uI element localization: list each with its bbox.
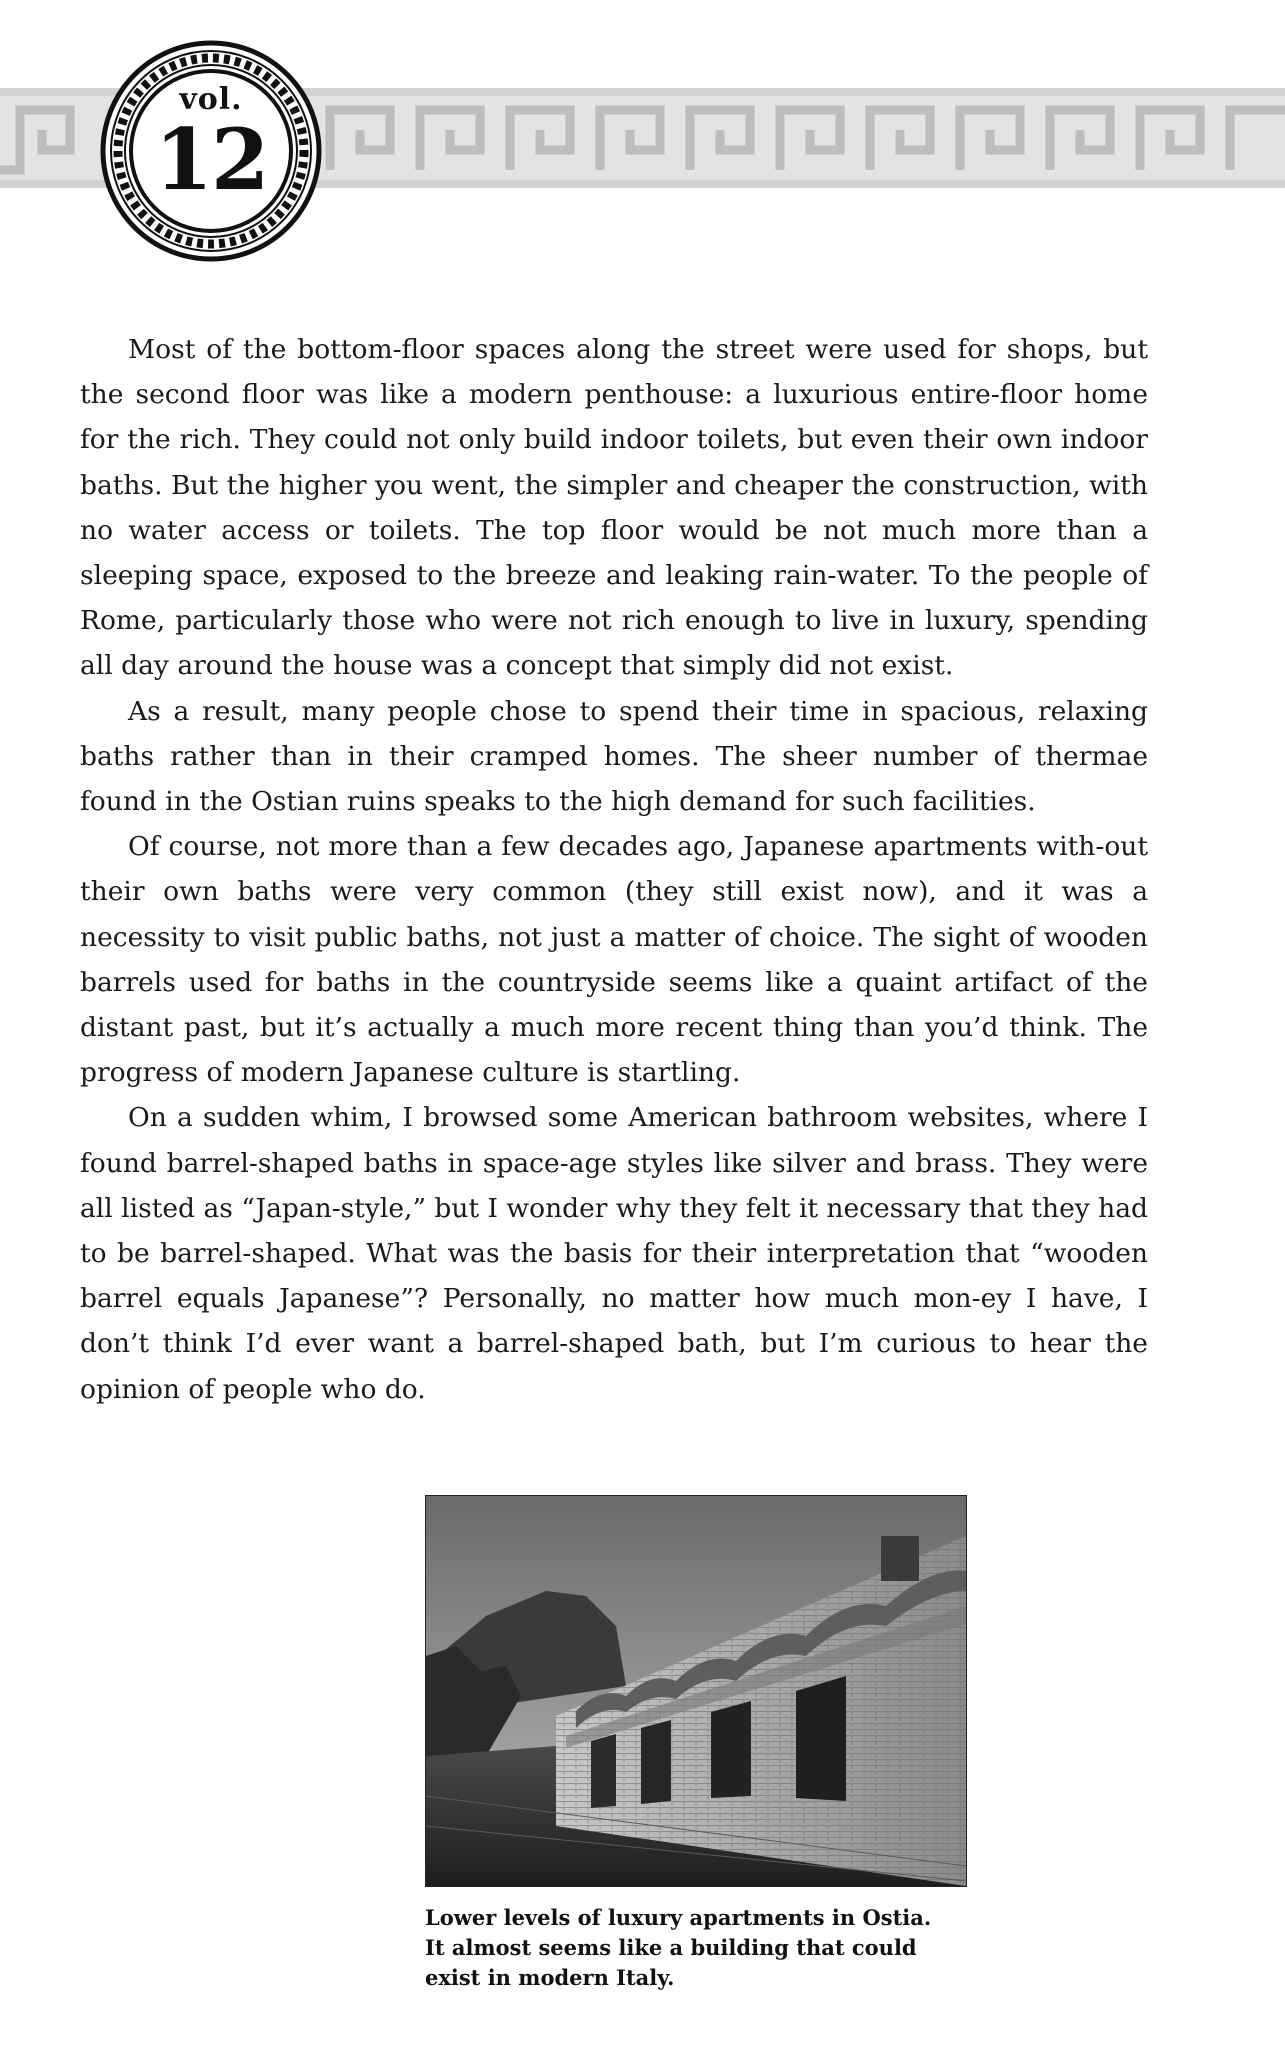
paragraph: As a result, many people chose to spend their time in spacious, relaxing baths rather than in their cramped homes. The sheer number of thermae found in the Ostian ruins speaks to the high demand for such facilities. xyxy=(80,695,1148,818)
ostia-apartments-photo xyxy=(425,1495,967,1887)
caption-line: exist in modern Italy. xyxy=(425,1965,675,1990)
photo-caption xyxy=(425,1903,985,1993)
article-body xyxy=(80,327,1148,1412)
paragraph: Most of the bottom-floor spaces along the street were used for shops, but the second floor was like a modern penthouse: a luxurious entire-floor home for the rich. They could not only build indoor toilets, but even their own indoor baths. But the higher you went, the simpler and cheaper the construction, with no water access or toilets. The top floor would be not much more than a sleeping space, exposed to the breeze and leaking rain-water. To the people of Rome, particularly those who were not rich enough to live in luxury, spending all day around the house was a concept that simply did not exist. xyxy=(80,334,1148,682)
paragraph: On a sudden whim, I browsed some American bathroom websites, where I found barrel-shaped baths in space-age styles like silver and brass. They were all listed as “Japan-style,” but I wonder why they felt it necessary that they had to be barrel-shaped. What was the basis for their interpretation that “wooden barrel equals Japanese”? Personally, no matter how much mon-ey I have, I don’t think I’d ever want a barrel-shaped bath, but I’m curious to hear the opinion of people who do. xyxy=(80,1102,1148,1405)
paragraph: Of course, not more than a few decades ago, Japanese apartments with-out their own baths were very common (they still exist now), and it was a necessity to visit public baths, not just a matter of choice. The sight of wooden barrels used for baths in the countryside seems like a quaint artifact of the distant past, but it’s actually a much more recent thing than you’d think. The progress of modern Japanese culture is startling. xyxy=(80,831,1148,1089)
volume-number: 12 xyxy=(154,110,268,209)
caption-line: Lower levels of luxury apartments in Ostia. xyxy=(425,1905,932,1930)
caption-line: It almost seems like a building that could xyxy=(425,1935,917,1960)
volume-label: vol. xyxy=(179,82,243,117)
